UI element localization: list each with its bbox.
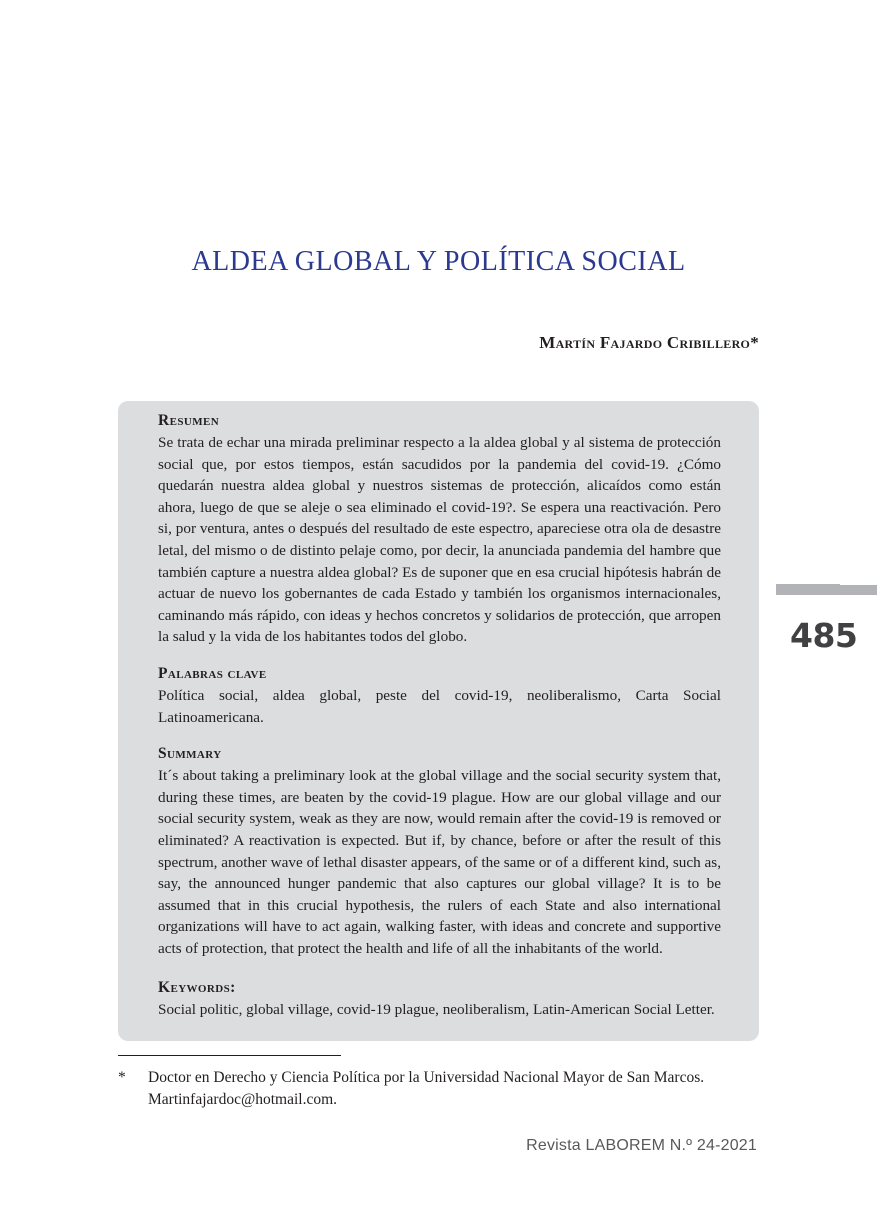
footnote-mark: *: [118, 1069, 126, 1086]
resumen-text: Se trata de echar una mirada preliminar respecto a la aldea global y al sistema de protección social que, por estos tiempos, están sacudidos por la pandemia del covid-19. ¿Cómo quedarán nuestra aldea global y nuestros sistemas de protección, alicaídos como están ahora, luego de que se aleje o sea eliminado el covid-19?. Se espera una reactivación. Pero si, por ventura, antes o después del resultado de este espectro, apareciese otra ola de desastre letal, del mismo o de distinto pelaje como, por decir, la anunciada pandemia del hambre que también capture a nuestra aldea global? Es de suponer que en esa crucial hipótesis habrán de actuar de nuevo los gobernantes de cada Estado y también los organismos internacionales, caminando más rápido, con ideas y hechos concretos y solidarios de protección, que arropen la salud y la vida de los habitantes todos del globo.: [158, 434, 721, 646]
page-tab-bar: [776, 584, 877, 595]
article-title: ALDEA GLOBAL Y POLÍTICA SOCIAL: [191, 246, 686, 277]
author-name: Martín Fajardo Cribillero*: [539, 333, 759, 352]
page-tab-divider: [840, 584, 877, 585]
palabras-clave-heading: Palabras clave: [158, 664, 267, 682]
keywords-heading: Keywords:: [158, 979, 236, 997]
footnote-rule: [118, 1055, 341, 1056]
page-number: 485: [790, 616, 858, 655]
resumen-heading: Resumen: [158, 412, 220, 429]
footnote-text: Doctor en Derecho y Ciencia Política por la Universidad Nacional Mayor de San Marcos. Martinfajardoc@hotmail.com.: [148, 1069, 705, 1108]
palabras-clave-text: Política social, aldea global, peste del covid-19, neoliberalismo, Carta Social Latinoamericana.: [158, 686, 721, 726]
keywords-text: Social politic, global village, covid-19 plague, neoliberalism, Latin-American Social Letter.: [158, 1001, 715, 1019]
summary-heading: Summary: [158, 745, 222, 763]
abstract-box: [118, 401, 759, 1041]
summary-text: It´s about taking a preliminary look at the global village and the social security system that, during these times, are beaten by the covid-19 plague. How are our global village and our social security system, weak as they are now, would remain after the covid-19 is removed or eliminated? A reactivation is expected. But if, by chance, before or after the result of this spectrum, another wave of lethal disaster appears, of the same or of a different kind, such as, say, the announced hunger pandemic that also captures our global village? It is to be assumed that in this crucial hypothesis, the rulers of each State and also international organizations will have to act again, walking faster, with ideas and concrete and supportive acts of protection, that protect the health and life of all the inhabitants of the world.: [158, 767, 721, 957]
footnote: [118, 1067, 778, 1111]
journal-footer: Revista LABOREM N.º 24-2021: [526, 1137, 757, 1154]
